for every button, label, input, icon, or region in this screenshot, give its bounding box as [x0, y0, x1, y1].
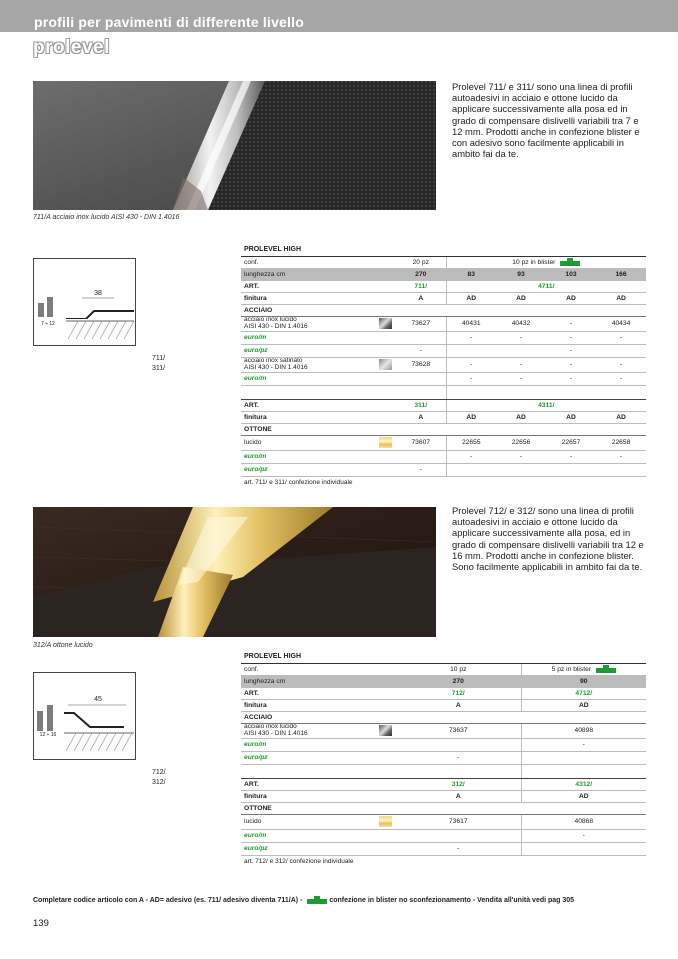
- item-code: 22656: [496, 435, 546, 450]
- price-value: -: [396, 842, 521, 855]
- price-value: -: [446, 450, 496, 463]
- finish-value: AD: [496, 411, 546, 423]
- blister-icon: [596, 665, 616, 673]
- price-value: [596, 344, 646, 357]
- finish-value: AD: [596, 292, 646, 304]
- page-title: profili per pavimenti di differente livello: [34, 14, 304, 30]
- price-value: -: [396, 344, 446, 357]
- price-pz-label: euro/pz: [241, 842, 396, 855]
- price-value: [396, 372, 446, 385]
- item-code: -: [546, 316, 596, 331]
- price-value: [521, 842, 646, 855]
- length-value: 83: [446, 268, 496, 280]
- item-code: 73628: [396, 357, 446, 372]
- conf-label: conf.: [241, 663, 396, 675]
- item-code: 22655: [446, 435, 496, 450]
- conf-label: conf.: [241, 256, 396, 268]
- article-code: 312/: [152, 779, 166, 786]
- profile-diagram: [33, 258, 136, 346]
- length-label: lunghezza cm: [241, 675, 396, 687]
- price-value: -: [521, 738, 646, 751]
- price-value: -: [446, 372, 496, 385]
- finitura-label: finitura: [241, 411, 396, 423]
- finitura-label: finitura: [241, 292, 396, 304]
- price-value: [496, 344, 546, 357]
- item-code: 40434: [596, 316, 646, 331]
- item-code: 40431: [446, 316, 496, 331]
- blister-icon: [307, 896, 327, 904]
- item-code: 40432: [496, 316, 546, 331]
- price-m-label: euro/m: [241, 450, 396, 463]
- length-value: 90: [521, 675, 646, 687]
- conf-value: 20 pz: [396, 256, 446, 268]
- conf-value: 10 pz: [396, 663, 521, 675]
- item-code: 73627: [396, 316, 446, 331]
- finish-value: AD: [546, 292, 596, 304]
- product-description: Prolevel 711/ e 311/ sono una linea di profili autoadesivi in acciaio e ottone lucido da applicare successivamente alla posa ed in grado di compensare dislivelli variabili tra 7 e 12 mm. Prodotti anche in confezione blister e con adesivo sono facilmente applicabili in ambito fai da te.: [452, 81, 640, 160]
- brand-name: prolevel: [33, 37, 110, 58]
- item-code: 73607: [396, 435, 446, 450]
- article-code: 712/: [152, 769, 166, 776]
- price-value: -: [596, 331, 646, 344]
- article-codes: [152, 768, 166, 788]
- length-label: lunghezza cm: [241, 268, 396, 280]
- price-value: -: [546, 450, 596, 463]
- material-heading: ACCIAIO: [241, 711, 646, 723]
- art-code: 711/: [396, 280, 446, 292]
- price-m-label: euro/m: [241, 331, 396, 344]
- product-photo-brass: [33, 507, 436, 637]
- price-pz-label: euro/pz: [241, 344, 396, 357]
- price-value: -: [596, 450, 646, 463]
- item-code: 73637: [396, 723, 521, 738]
- item-name: lucido: [241, 814, 376, 829]
- swatch-brass-icon: [376, 814, 396, 829]
- article-code: 311/: [152, 365, 166, 372]
- article-code: 711/: [152, 355, 166, 362]
- material-heading: ACCIAIO: [241, 304, 646, 316]
- art-code: 4711/: [446, 280, 646, 292]
- swatch-satin-steel-icon: [376, 357, 396, 372]
- art-code: 4712/: [521, 687, 646, 699]
- finish-value: AD: [446, 411, 496, 423]
- art-label: ART.: [241, 687, 396, 699]
- price-m-label: euro/m: [241, 372, 396, 385]
- product-photo-steel: [33, 81, 436, 210]
- finish-value: AD: [521, 699, 646, 711]
- finish-value: A: [396, 790, 521, 802]
- price-value: -: [546, 331, 596, 344]
- price-m-label: euro/m: [241, 738, 396, 751]
- item-code: -: [496, 357, 546, 372]
- item-name: acciaio inox satinato AISI 430 - DIN 1.4016: [241, 357, 376, 372]
- length-value: 93: [496, 268, 546, 280]
- product-description: Prolevel 712/ e 312/ sono una linea di profili autoadesivi in acciaio e ottone lucido da applicare successivamente alla posa, ed in grado di compensare dislivelli variabili tra 12 e 16 mm. Prodotti anche in confezione blister. Sono facilmente applicabili in ambito fai da te.: [452, 505, 644, 573]
- finish-value: A: [396, 411, 446, 423]
- item-name: lucido: [241, 435, 376, 450]
- price-value: -: [496, 331, 546, 344]
- finish-value: A: [396, 292, 446, 304]
- price-value: -: [496, 450, 546, 463]
- price-m-label: euro/m: [241, 829, 396, 842]
- article-codes: [152, 354, 165, 374]
- table-title: PROLEVEL HIGH: [241, 650, 646, 663]
- page-number: 139: [33, 918, 49, 929]
- diagram-height-label: 7 ÷ 12: [41, 321, 55, 327]
- price-value: -: [396, 463, 446, 476]
- finish-value: AD: [446, 292, 496, 304]
- price-value: [396, 738, 521, 751]
- price-value: -: [596, 372, 646, 385]
- art-code: 4311/: [446, 399, 646, 411]
- finish-value: AD: [521, 790, 646, 802]
- price-pz-label: euro/pz: [241, 463, 396, 476]
- price-value: [521, 751, 646, 764]
- table-title: PROLEVEL HIGH: [241, 243, 646, 256]
- diagram-height-label: 12 ÷ 16: [39, 732, 57, 738]
- item-code: -: [596, 357, 646, 372]
- product-table-high-1: [241, 243, 646, 488]
- profile-diagram: [33, 672, 136, 760]
- price-value: [446, 344, 496, 357]
- art-code: 311/: [396, 399, 446, 411]
- finish-value: A: [396, 699, 521, 711]
- art-label: ART.: [241, 280, 396, 292]
- diagram-width-label: 38: [94, 290, 102, 297]
- product-table-high-2: [241, 650, 646, 867]
- finish-value: AD: [596, 411, 646, 423]
- price-value: [396, 450, 446, 463]
- conf-blister: 10 pz in blister: [446, 256, 646, 268]
- table-note: art. 711/ e 311/ confezione individuale: [244, 478, 353, 486]
- price-value: -: [546, 372, 596, 385]
- length-value: 270: [396, 675, 521, 687]
- finish-value: AD: [496, 292, 546, 304]
- price-value: [396, 331, 446, 344]
- footer-note: Completare codice articolo con A - AD= adesivo (es. 711/ adesivo diventa 711/A) - confezione in blister no sconfezionamento - Vendita all'unità vedi pag 305: [33, 896, 575, 904]
- item-code: 40868: [521, 814, 646, 829]
- diagram-width-label: 45: [94, 696, 102, 703]
- swatch-brass-icon: [376, 435, 396, 450]
- item-name: acciaio inox lucido AISI 430 - DIN 1.4016: [241, 316, 376, 331]
- art-code: 4312/: [521, 778, 646, 790]
- price-value: -: [546, 344, 596, 357]
- item-code: 73617: [396, 814, 521, 829]
- art-code: 312/: [396, 778, 521, 790]
- swatch-polished-steel-icon: [376, 316, 396, 331]
- item-code: -: [546, 357, 596, 372]
- price-value: -: [521, 829, 646, 842]
- swatch-polished-steel-icon: [376, 723, 396, 738]
- price-value: [396, 829, 521, 842]
- blister-icon: [560, 258, 580, 266]
- finitura-label: finitura: [241, 790, 396, 802]
- finitura-label: finitura: [241, 699, 396, 711]
- item-code: 40898: [521, 723, 646, 738]
- table-note: art. 712/ e 312/ confezione individuale: [244, 857, 354, 865]
- item-code: 22657: [546, 435, 596, 450]
- material-heading: OTTONE: [241, 802, 646, 814]
- length-value: 103: [546, 268, 596, 280]
- length-value: 166: [596, 268, 646, 280]
- photo-caption: 711/A acciaio inox lucido AISI 430 - DIN 1.4016: [33, 214, 180, 221]
- price-pz-label: euro/pz: [241, 751, 396, 764]
- price-value: -: [446, 331, 496, 344]
- price-value: -: [496, 372, 546, 385]
- photo-caption: 312/A ottone lucido: [33, 642, 93, 649]
- item-name: acciaio inox lucido AISI 430 - DIN 1.4016: [241, 723, 376, 738]
- item-code: -: [446, 357, 496, 372]
- length-value: 270: [396, 268, 446, 280]
- item-code: 22658: [596, 435, 646, 450]
- conf-blister: 5 pz in blister: [521, 663, 646, 675]
- material-heading: OTTONE: [241, 423, 646, 435]
- art-code: 712/: [396, 687, 521, 699]
- finish-value: AD: [546, 411, 596, 423]
- art-label: ART.: [241, 399, 396, 411]
- price-value: -: [396, 751, 521, 764]
- art-label: ART.: [241, 778, 396, 790]
